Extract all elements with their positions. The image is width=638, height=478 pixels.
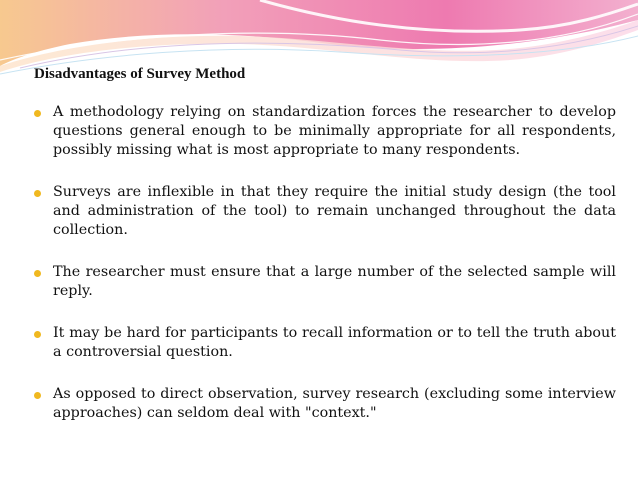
bullet-text: The researcher must ensure that a large number of the selected sample will reply. bbox=[53, 264, 616, 299]
bullet-text: Surveys are inflexible in that they require the initial study design (the tool and administration of the tool) to remain unchanged throughout the data collection. bbox=[53, 184, 616, 238]
bullet-dot-icon bbox=[34, 331, 41, 338]
bullet-item bbox=[32, 324, 616, 362]
bullet-item bbox=[32, 103, 616, 160]
bullet-text: It may be hard for participants to recall information or to tell the truth about a controversial question. bbox=[53, 325, 616, 360]
bullet-list bbox=[32, 103, 616, 446]
bullet-dot-icon bbox=[34, 190, 41, 197]
bullet-dot-icon bbox=[34, 392, 41, 399]
bullet-text: As opposed to direct observation, survey research (excluding some interview approaches) can seldom deal with "context." bbox=[53, 386, 616, 421]
bullet-dot-icon bbox=[34, 110, 41, 117]
bullet-dot-icon bbox=[34, 270, 41, 277]
bullet-item bbox=[32, 385, 616, 423]
bullet-text: A methodology relying on standardization forces the researcher to develop questions general enough to be minimally appropriate for all respondents, possibly missing what is most appropriate to many respondents. bbox=[53, 104, 616, 158]
bullet-item bbox=[32, 183, 616, 240]
slide-title: Disadvantages of Survey Method bbox=[34, 66, 246, 82]
bullet-item bbox=[32, 263, 616, 301]
